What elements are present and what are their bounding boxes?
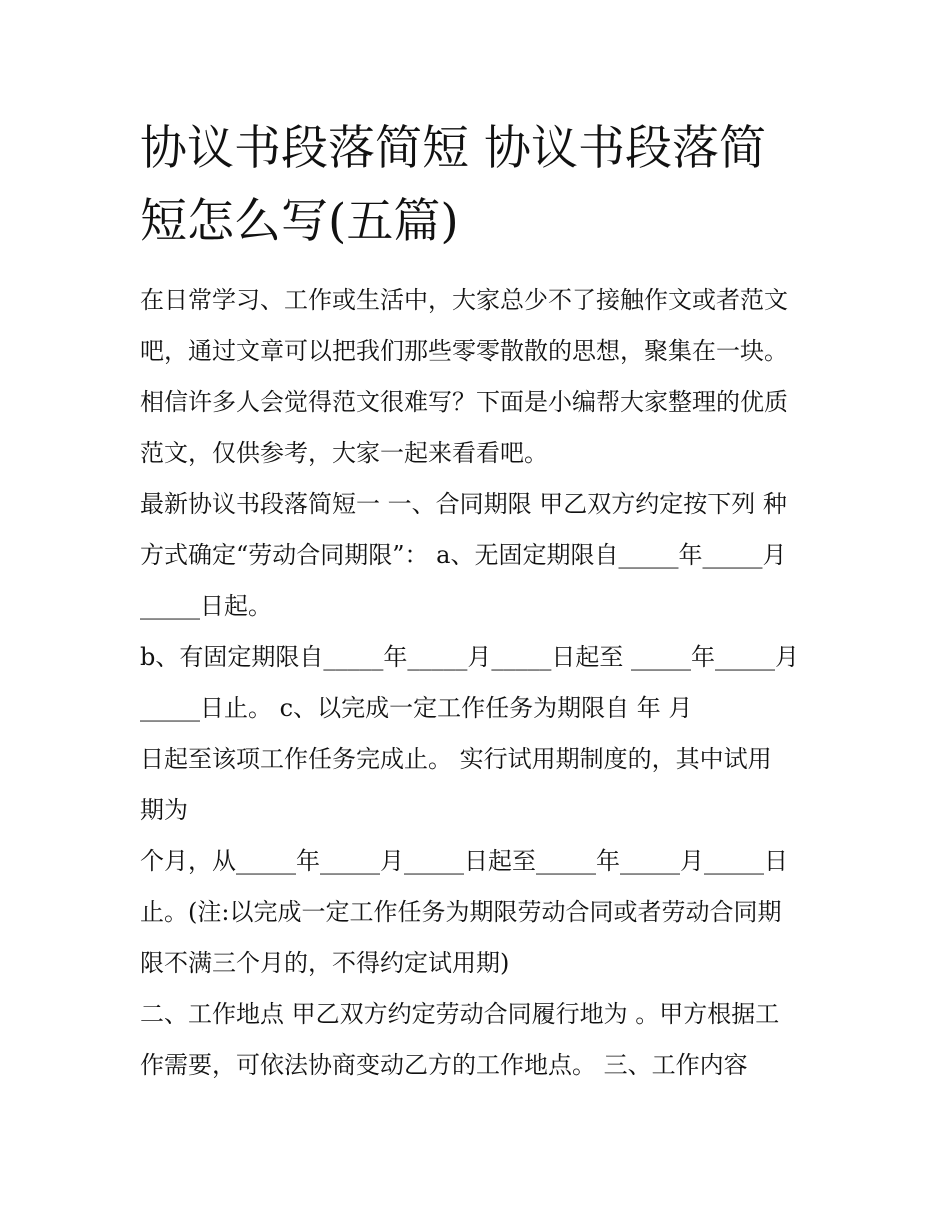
body-line-5: 最新协议书段落简短一 一、合同期限 甲乙双方约定按下列 种 (140, 490, 787, 518)
title-line-1: 协议书段落简短 协议书段落简 (140, 121, 766, 176)
title-line-2: 短怎么写(五篇) (140, 194, 459, 249)
body-line-1: 在日常学习、工作或生活中，大家总少不了接触作文或者范文 (140, 286, 788, 314)
body-line-16: 作需要，可依法协商变动乙方的工作地点。 三、工作内容 (140, 1051, 748, 1079)
body-line-14: 限不满三个月的，不得约定试用期) (140, 949, 510, 977)
body-line-11: 期为 (140, 796, 188, 824)
body-line-2: 吧，通过文章可以把我们那些零零散散的思想，聚集在一块。 (140, 337, 788, 365)
body-line-7: _____日起。 (140, 592, 272, 620)
document-title (140, 112, 840, 258)
body-line-3: 相信许多人会觉得范文很难写？下面是小编帮大家整理的优质 (140, 388, 788, 416)
body-line-8: b、有固定期限自_____年_____月_____日起至 _____年_____月 (140, 643, 799, 671)
body-line-15: 二、工作地点 甲乙双方约定劳动合同履行地为 。甲方根据工 (140, 1000, 780, 1028)
body-line-13: 止。(注:以完成一定工作任务为期限劳动合同或者劳动合同期 (140, 898, 782, 926)
body-line-12: 个月，从_____年_____月_____日起至_____年_____月_____日 (140, 847, 788, 875)
body-line-10: 日起至该项工作任务完成止。 实行试用期制度的，其中试用 (140, 745, 772, 773)
body-line-9: _____日止。 c、以完成一定工作任务为期限自 年 月 (140, 694, 693, 722)
body-line-6: 方式确定“劳动合同期限”： a、无固定期限自_____年_____月 (140, 541, 787, 569)
body-line-4: 范文，仅供参考，大家一起来看看吧。 (140, 439, 548, 467)
